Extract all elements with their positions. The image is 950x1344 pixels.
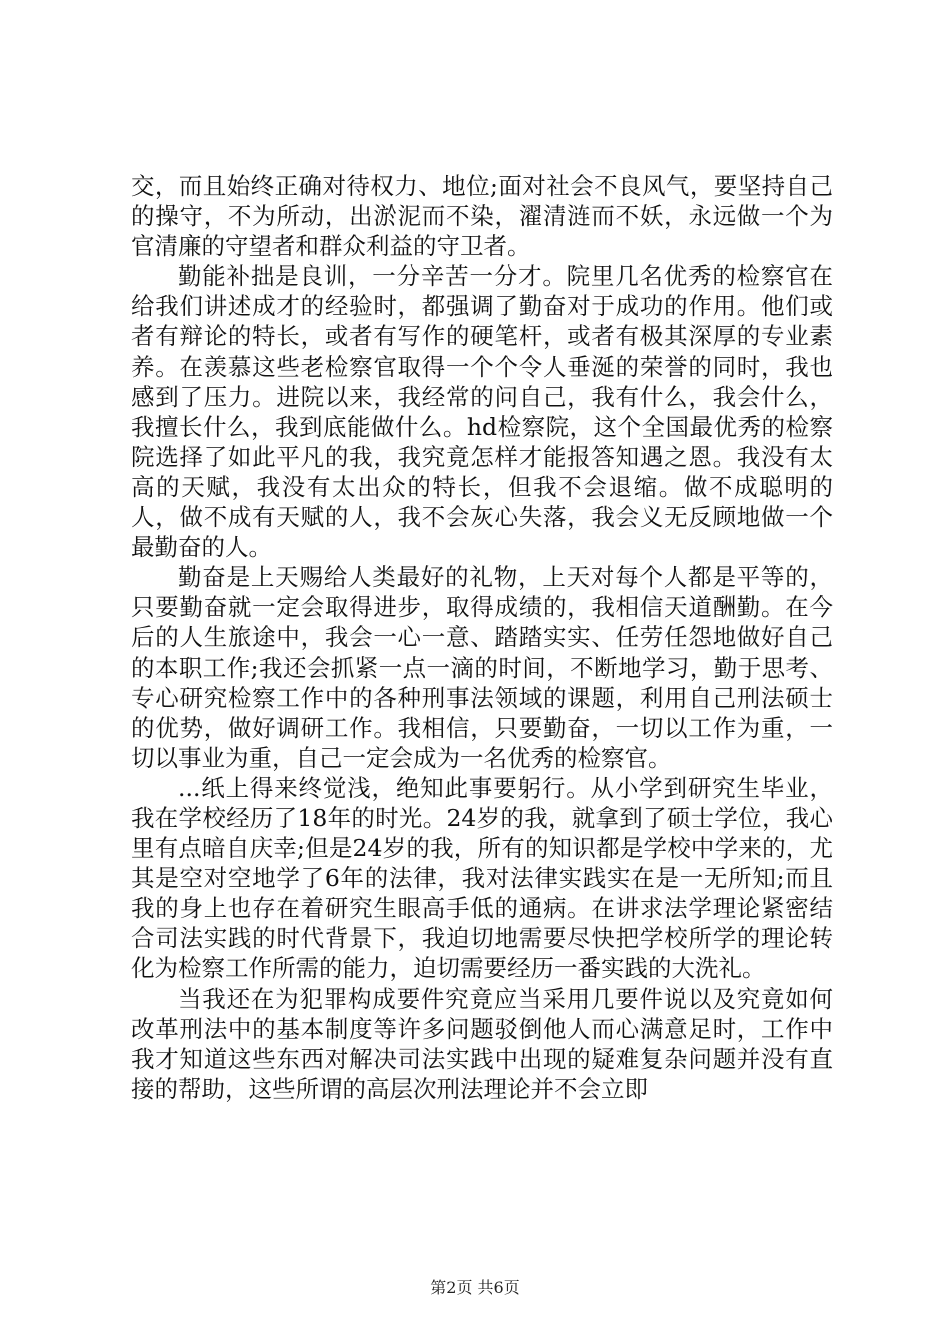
- page-footer: 第2页 共6页: [430, 1278, 520, 1297]
- paragraph-practice: ...纸上得来终觉浅，绝知此事要躬行。从小学到研究生毕业，我在学校经历了18年的时光。24岁的我，就拿到了硕士学位，我心里有点暗自庆幸;但是24岁的我，所有的知识都是学校中学来的，尤其是空对空地学了6年的法律，我对法律实践实在是一无所知;而且我的身上也存在着研究生眼高手低的通病。在讲求法学理论紧密结合司法实践的时代背景下，我迫切地需要尽快把学校所学的理论转化为检察工作所需的能力，迫切需要经历一番实践的大洗礼。: [131, 773, 833, 983]
- paragraph-theory: 当我还在为犯罪构成要件究竟应当采用几要件说以及究竟如何改革刑法中的基本制度等许多问题驳倒他人而心满意足时，工作中我才知道这些东西对解决司法实践中出现的疑难复杂问题并没有直接的帮助，这些所谓的高层次刑法理论并不会立即: [131, 984, 833, 1103]
- document-body: [131, 171, 833, 1104]
- paragraph-hard-work: 勤奋是上天赐给人类最好的礼物，上天对每个人都是平等的，只要勤奋就一定会取得进步，取得成绩的，我相信天道酬勤。在今后的人生旅途中，我会一心一意、踏踏实实、任劳任怨地做好自己的本职工作;我还会抓紧一点一滴的时间，不断地学习，勤于思考、专心研究检察工作中的各种刑事法领域的课题，利用自己刑法硕士的优势，做好调研工作。我相信，只要勤奋，一切以工作为重，一切以事业为重，自己一定会成为一名优秀的检察官。: [131, 563, 833, 772]
- paragraph-diligence: 勤能补拙是良训，一分辛苦一分才。院里几名优秀的检察官在给我们讲述成才的经验时，都强调了勤奋对于成功的作用。他们或者有辩论的特长，或者有写作的硬笔杆，或者有极其深厚的专业素养。在羡慕这些老检察官取得一个个令人垂涎的荣誉的同时，我也感到了压力。进院以来，我经常的问自己，我有什么，我会什么，我擅长什么，我到底能做什么。hd检察院，这个全国最优秀的检察院选择了如此平凡的我，我究竟怎样才能报答知遇之恩。我没有太高的天赋，我没有太出众的特长，但我不会退缩。做不成聪明的人，做不成有天赋的人，我不会灰心失落，我会义无反顾地做一个最勤奋的人。: [131, 262, 833, 562]
- paragraph-continuation: 交，而且始终正确对待权力、地位;面对社会不良风气，要坚持自己的操守，不为所动，出淤泥而不染，濯清涟而不妖，永远做一个为官清廉的守望者和群众利益的守卫者。: [131, 172, 833, 261]
